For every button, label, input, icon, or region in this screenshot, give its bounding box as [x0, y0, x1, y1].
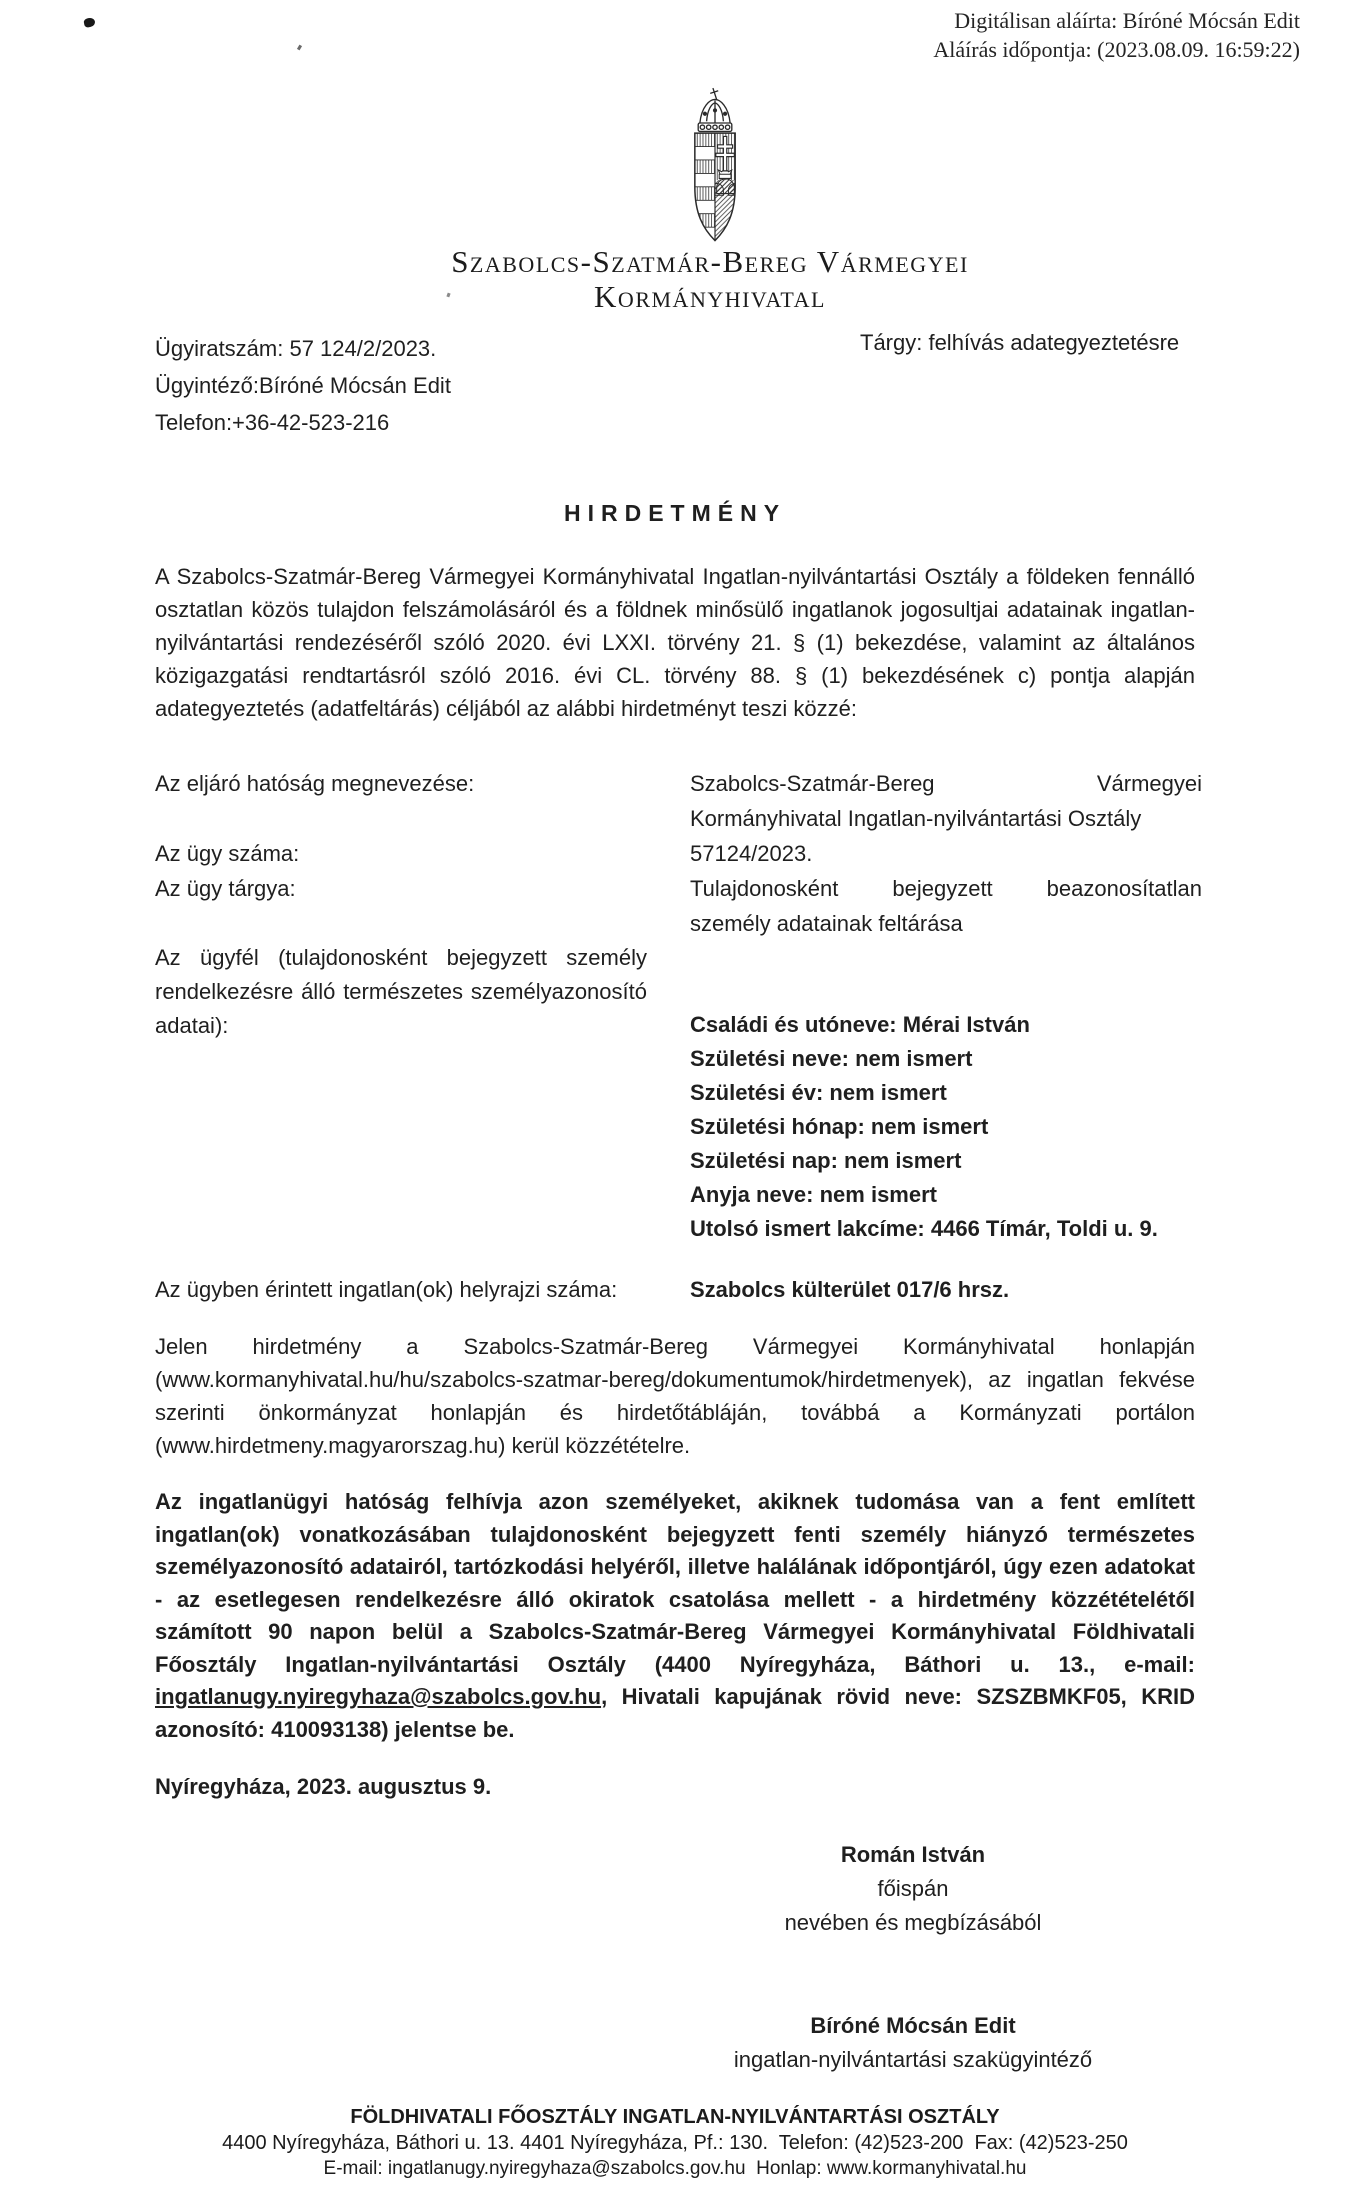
case-number-label: Az ügy száma:	[155, 841, 300, 866]
scan-artifact-speck	[297, 45, 302, 51]
client-data-item: Utolsó ismert lakcíme: 4466 Tímár, Toldi u. 9.	[690, 1216, 1158, 1241]
document-title: HIRDETMÉNY	[563, 500, 787, 526]
client-data-item: Születési neve: nem ismert	[690, 1046, 973, 1071]
dateline: Nyíregyháza, 2023. augusztus 9.	[155, 1774, 492, 1799]
case-reference-number: Ügyiratszám: 57 124/2/2023.	[155, 336, 437, 361]
case-subject-value	[690, 871, 1202, 941]
hungarian-coat-of-arms-icon	[673, 84, 757, 246]
case-subject-line: Tárgy: felhívás adategyeztetésre	[860, 330, 1180, 355]
signer-title: ingatlan-nyilvántartási szakügyintéző	[733, 2047, 1093, 2072]
case-phone: Telefon:+36-42-523-216	[155, 410, 390, 435]
parcel-value: Szabolcs külterület 017/6 hrsz.	[690, 1277, 1010, 1302]
case-subject-value-line: személy adatainak feltárása	[690, 911, 963, 936]
case-subject-label: Az ügy tárgya:	[155, 876, 296, 901]
footer-department-line: FÖLDHIVATALI FŐOSZTÁLY INGATLAN-NYILVÁNTARTÁSI OSZTÁLY	[350, 2106, 1000, 2128]
call-text-part2: , Hivatali kapujának rövid neve: SZSZBMKF05, KRID azonosító: 410093138) jelentse be.	[155, 1684, 1195, 1742]
call-to-report-paragraph	[155, 1486, 1195, 1746]
client-label-line: Az ügyfél (tulajdonosként bejegyzett személy	[155, 945, 647, 970]
principal-name: Román István	[840, 1842, 986, 1867]
call-text-part1: Az ingatlanügyi hatóság felhívja azon személyeket, akiknek tudomása van a fent említett ingatlan(ok) vonatkozásában tulajdonosként bejegyzett fenti személy hiányzó természetes személyazonosító adatairól, tartózkodási helyéről, illetve halálának időpontjáról, úgy ezen adatokat - az esetlegesen rendelkezésre álló okiratok csatolása mellett - a hirdetmény közzétételétől számított 90 napon belül a Szabolcs-Szatmár-Bereg Vármegyei Kormányhivatal Földhivatali Főosztály Ingatlan-nyilvántartási Osztály (4400 Nyíregyháza, Báthori u. 13., e-mail:	[155, 1489, 1195, 1677]
footer-address-line: 4400 Nyíregyháza, Báthori u. 13. 4401 Nyíregyháza, Pf.: 130. Telefon: (42)523-200 Fax: (42)523-250	[222, 2132, 1128, 2154]
intro-paragraph: A Szabolcs-Szatmár-Bereg Vármegyei Kormányhivatal Ingatlan-nyilvántartási Osztály a földeken fennálló osztatlan közös tulajdon felszámolásáról és a földnek minősülő ingatlanok jogosultjai adatainak ingatlan-nyilvántartási rendezéséről szóló 2020. évi LXXI. törvény 21. § (1) bekezdése, valamint az általános közigazgatási rendtartásról szóló 2016. évi CL. törvény 88. § (1) bekezdésének c) pontja alapján adategyeztetés (adatfeltárás) céljából az alábbi hirdetményt teszi közzé:	[155, 564, 1195, 721]
client-label-line: adatai):	[155, 1013, 229, 1038]
authority-value	[690, 766, 1202, 836]
digital-signature-stamp	[933, 6, 1300, 64]
signer-signature-block	[663, 2009, 1163, 2077]
organization-name-line2: Kormányhivatal	[594, 279, 826, 314]
case-number-value: 57124/2023.	[690, 841, 813, 866]
authority-label: Az eljáró hatóság megnevezése:	[155, 771, 475, 796]
footer-contact-line: E-mail: ingatlanugy.nyiregyhaza@szabolcs.gov.hu Honlap: www.kormanyhivatal.hu	[323, 2158, 1027, 2179]
signer-name: Bíróné Mócsán Edit	[810, 2013, 1016, 2038]
publication-paragraph: Jelen hirdetmény a Szabolcs-Szatmár-Bereg Vármegyei Kormányhivatal honlapján (www.kormanyhivatal.hu/hu/szabolcs-szatmar-bereg/dokumentumok/hirdetmenyek), az ingatlan fekvése szerinti önkormányzat honlapján és hirdetőtábláján, továbbá a Kormányzati portálon (www.hirdetmeny.magyarorszag.hu) kerül közzétételre.	[155, 1334, 1195, 1458]
client-data-item: Születési hónap: nem ismert	[690, 1114, 989, 1139]
parcel-label: Az ügyben érintett ingatlan(ok) helyrajzi száma:	[155, 1277, 618, 1302]
principal-title: főispán	[877, 1876, 949, 1901]
case-subject-value-line: Tulajdonosként bejegyzett beazonosítatlan	[690, 876, 1202, 901]
client-data-list	[690, 1008, 1202, 1246]
client-data-item: Születési év: nem ismert	[690, 1080, 947, 1105]
on-behalf-note: nevében és megbízásából	[784, 1910, 1042, 1935]
email-link: ingatlanugy.nyiregyhaza@szabolcs.gov.hu	[155, 1684, 602, 1709]
case-clerk: Ügyintéző:Bíróné Mócsán Edit	[155, 373, 451, 398]
authority-value-line: Szabolcs-Szatmár-Bereg Vármegyei	[690, 771, 1202, 796]
client-label-line: rendelkezésre álló természetes személyazonosító	[155, 979, 647, 1004]
scan-artifact-blob	[83, 17, 96, 28]
office-footer	[0, 2104, 1350, 2182]
case-meta-block	[155, 330, 451, 441]
stamp-signer-line: Digitálisan aláírta: Bíróné Mócsán Edit	[954, 8, 1300, 33]
organization-name	[210, 244, 1210, 314]
principal-signature-block	[663, 1838, 1163, 1940]
client-data-item: Születési nap: nem ismert	[690, 1148, 962, 1173]
client-label	[155, 941, 647, 1043]
stamp-timestamp-line: Aláírás időpontja: (2023.08.09. 16:59:22)	[933, 37, 1300, 62]
client-data-item: Családi és utóneve: Mérai István	[690, 1012, 1030, 1037]
client-data-item: Anyja neve: nem ismert	[690, 1182, 937, 1207]
organization-name-line1: Szabolcs-Szatmár-Bereg Vármegyei	[451, 244, 969, 279]
authority-value-line: Kormányhivatal Ingatlan-nyilvántartási Osztály	[690, 806, 1142, 831]
